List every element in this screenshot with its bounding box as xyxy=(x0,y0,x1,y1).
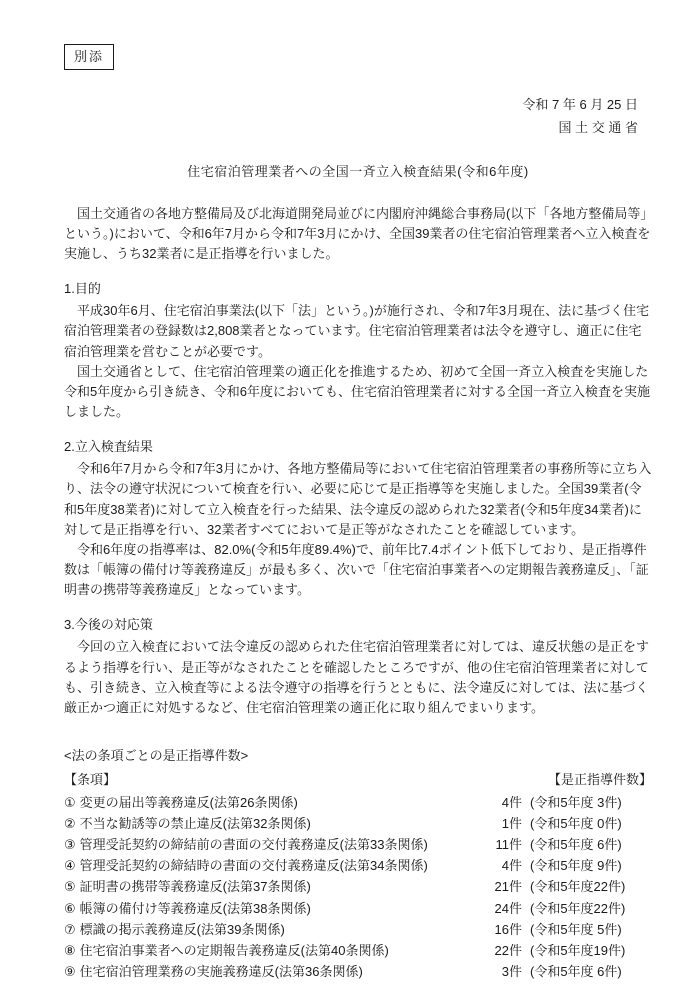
clause-label xyxy=(64,792,476,813)
clause-text: 住宅宿泊事業者への定期報告義務違反(法第40条関係) xyxy=(79,942,389,958)
violation-count: 4件 xyxy=(501,858,522,874)
counts-column-count: 【是正指導件数】 xyxy=(547,772,652,788)
table-row xyxy=(64,876,652,897)
clause-text: 帳簿の備付け等義務違反(法第38条関係) xyxy=(79,900,311,916)
violation-count: 21件 xyxy=(494,879,522,895)
table-row xyxy=(64,961,652,982)
previous-year-count: (令和5年度22件) xyxy=(530,879,626,895)
counts-table-title: <法の条項ごとの是正指導件数> xyxy=(64,748,249,764)
clause-label xyxy=(64,961,476,982)
table-row xyxy=(64,792,652,813)
document-header xyxy=(64,94,652,140)
table-row xyxy=(64,940,652,961)
section-future-measures-paragraph-1: 今回の立入検査において法令違反の認められた住宅宿泊管理業者に対しては、違反状態の是正をするよう指導を行い、是正等がなされたことを確認したところですが、他の住宅宿泊管理業者に対しても、引き続き、立入検査等による法令遵守の指導を行うとともに、法令違反に対しては、法に基づく厳正かつ適正に対処するなど、住宅宿泊管理業の適正化に取り組んでまいります。 xyxy=(64,639,650,715)
previous-year-count: (令和5年度 6件) xyxy=(530,837,622,853)
section-purpose-paragraph-1: 平成30年6月、住宅宿泊事業法(以下「法」という。)が施行され、令和7年3月現在、法に基づく住宅宿泊管理業者の登録数は2,808業者となっています。住宅宿泊管理業者は法令を遵守し、適正に住宅宿泊管理業を営むことが必要です。 xyxy=(64,303,650,359)
clause-label xyxy=(64,855,476,876)
clause-number: ④ xyxy=(64,858,76,874)
document-date: 令和 7 年 6 月 25 日 xyxy=(522,97,638,113)
violation-count: 22件 xyxy=(494,942,522,958)
intro-paragraph: 国土交通省の各地方整備局及び北海道開発局並びに内閣府沖縄総合事務局(以下「各地方整備局等」という。)において、令和6年7月から令和7年3月にかけ、全国39業者の住宅宿泊管理業者へ立入検査を実施し、うち32業者に是正指導を行いました。 xyxy=(64,205,651,262)
attachment-label: 別添 xyxy=(64,44,114,70)
section-inspection-results-paragraph-2: 令和6年度の指導率は、82.0%(令和5年度89.4%)で、前年比7.4ポイント低下しており、是正指導件数は「帳簿の備付け等義務違反」が最も多く、次いで「住宅宿泊事業者への定期報告義務違反」、「証明書の携帯等義務違反」となっています。 xyxy=(64,541,649,598)
section-future-measures-heading: 3.今後の対応策 xyxy=(64,617,153,633)
clause-text: 変更の届出等義務違反(法第26条関係) xyxy=(79,795,298,811)
section-inspection-results-paragraph-1: 令和6年7月から令和7年3月にかけ、各地方整備局等において住宅宿泊管理業者の事務所等に立ち入り、法令の遵守状況について検査を行い、必要に応じて是正指導等を実施しました。全国39業者(令和5年度38業者)に対して立入検査を行った結果、法令違反の認められた32業者(令和5年度34業者)に対して是正指導を行い、32業者すべてにおいて是正等がなされたことを確認しています。 xyxy=(64,461,652,537)
section-inspection-results xyxy=(64,437,652,600)
clause-number: ⑥ xyxy=(64,900,76,916)
clause-label xyxy=(64,940,476,961)
previous-year-count: (令和5年度 3件) xyxy=(530,795,622,811)
document-title: 住宅宿泊管理業者への全国一斉立入検査結果(令和6年度) xyxy=(187,163,529,179)
section-purpose-paragraph-2: 国土交通省として、住宅宿泊管理業の適正化を推進するため、初めて全国一斉立入検査を実施した令和5年度から引き続き、令和6年度においても、住宅宿泊管理業者に対する全国一斉立入検査を実施しました。 xyxy=(64,363,650,420)
clause-text: 管理受託契約の締結時の書面の交付義務違反(法第34条関係) xyxy=(79,858,428,874)
table-row xyxy=(64,919,652,940)
counts-table xyxy=(64,746,652,982)
violation-count: 16件 xyxy=(494,921,522,937)
section-inspection-results-heading: 2.立入検査結果 xyxy=(64,439,153,455)
clause-text: 管理受託契約の締結前の書面の交付義務違反(法第33条関係) xyxy=(79,837,428,853)
clause-label xyxy=(64,919,476,940)
previous-year-count: (令和5年度19件) xyxy=(530,942,626,958)
previous-year-count: (令和5年度 5件) xyxy=(530,921,622,937)
previous-year-count: (令和5年度 0件) xyxy=(530,816,622,832)
violation-count: 24件 xyxy=(494,900,522,916)
clause-label xyxy=(64,813,476,834)
clause-label xyxy=(64,876,476,897)
previous-year-count: (令和5年度 9件) xyxy=(530,858,622,874)
section-purpose xyxy=(64,279,652,422)
clause-label xyxy=(64,834,476,855)
clause-text: 不当な勧誘等の禁止違反(法第32条関係) xyxy=(79,816,311,832)
clause-text: 標識の掲示義務違反(法第39条関係) xyxy=(79,921,285,937)
counts-table-header xyxy=(64,770,652,790)
clause-number: ⑤ xyxy=(64,879,76,895)
violation-count: 3件 xyxy=(501,963,522,979)
clause-text: 証明書の携帯等義務違反(法第37条関係) xyxy=(79,879,311,895)
previous-year-count: (令和5年度 6件) xyxy=(530,963,622,979)
section-purpose-heading: 1.目的 xyxy=(64,281,101,297)
table-row xyxy=(64,834,652,855)
ministry-name: 国 土 交 通 省 xyxy=(558,119,638,135)
clause-label xyxy=(64,898,476,919)
clause-number: ③ xyxy=(64,837,76,853)
violation-count: 11件 xyxy=(495,837,522,853)
clause-number: ⑧ xyxy=(64,942,76,958)
clause-text: 住宅宿泊管理業務の実施義務違反(法第36条関係) xyxy=(79,963,363,979)
counts-column-clause: 【条項】 xyxy=(64,772,117,788)
clause-number: ① xyxy=(64,795,76,811)
violation-count: 1件 xyxy=(501,816,522,832)
table-row xyxy=(64,855,652,876)
clause-number: ② xyxy=(64,816,76,832)
previous-year-count: (令和5年度22件) xyxy=(530,900,626,916)
clause-number: ⑦ xyxy=(64,921,76,937)
table-row xyxy=(64,813,652,834)
section-future-measures xyxy=(64,615,652,718)
clause-number: ⑨ xyxy=(64,963,76,979)
table-row xyxy=(64,898,652,919)
violation-count: 4件 xyxy=(501,795,522,811)
